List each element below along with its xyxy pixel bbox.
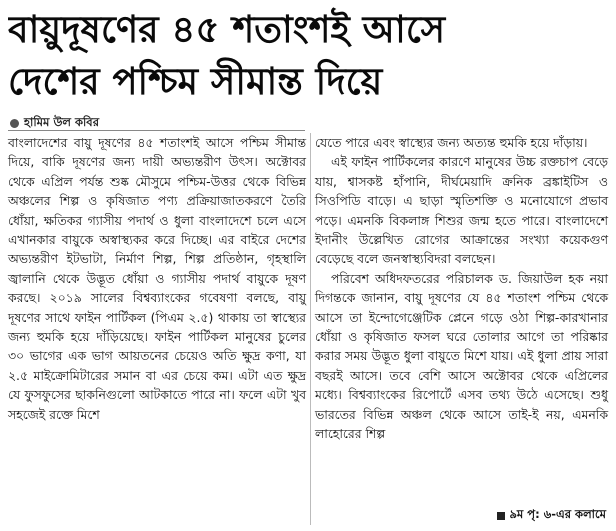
headline-line-2: দেশের পশ্চিম সীমান্ত দিয়ে [8,60,383,103]
headline [8,4,608,108]
article-column-left [8,133,306,424]
headline-line-1: বায়ুদূষণের ৪৫ শতাংশই আসে [8,8,446,51]
column-divider [310,133,311,525]
author-name: হামিম উল কবির [24,115,100,129]
square-bullet-icon [497,512,505,520]
paragraph: এই ফাইন পার্টিকলের কারণে মানুষের উচ্চ রক্তচাপ বেড়ে যায়, শ্বাসকষ্ট হাঁপানি, দীর্ঘমেয়াদি ক্রনিক ব্রঙ্কাইটিস ও সিওপিডি বাড়ে। এ ছাড়া স্মৃতিশক্তি ও মনোযোগে প্রভাব পড়ে। এমনকি বিকলাঙ্গ শিশুর জন্ম হতে পারে। বাংলাদেশে ইদানীং উল্লেখিত রোগের আক্রান্তের সংখ্যা কয়েকগুণ বেড়েছে বলে জনস্বাস্থ্যবিদরা বলছেন। [315,154,608,267]
paragraph: পরিবেশ অধিদফতরের পরিচালক ড. জিয়াউল হক নয়া দিগন্তকে জানান, বায়ু দূষণের যে ৪৫ শতাংশ পশ্চিম থেকে আসে তা ইন্দোগেঞ্জেটিক প্লেনে গড়ে ওঠা শিল্প-কারখানার ধোঁয়া ও কৃষিজাত ফসল ঘরে তোলার আগে তা পরিষ্কার করার সময় উদ্ভূত ধুলা বায়ুতে মিশে যায়। এই ধুলা প্রায় সারা বছরই আসে। তবে বেশি আসে অক্টোবর থেকে এপ্রিলের মধ্যে। বিশ্বব্যাংকের রিপোর্টে এসব তথ্য উঠে এসেছে। শুধু ভারতের বিভিন্ন অঞ্চল থেকে আসে তাই-ই নয়, এমনকি লাহোরের শিল্প [315,270,608,442]
paragraph: যেতে পারে এবং স্বাস্থ্যের জন্য অত্যন্ত হুমকি হয়ে দাঁড়ায়। [315,135,588,150]
paragraph: বাংলাদেশের বায়ু দূষণের ৪৫ শতাংশই আসে পশ্চিম সীমান্ত দিয়ে, বাকি দূষণের জন্য দায়ী অভ্যন্তরীণ উৎস। অক্টোবর থেকে এপ্রিল পর্যন্ত শুষ্ক মৌসুমে পশ্চিম-উত্তর থেকে বিভিন্ন অঞ্চলের শিল্প ও কৃষিজাত পণ্য প্রক্রিয়াজাতকরণে তৈরি ধোঁয়া, ক্ষতিকর গ্যাসীয় পদার্থ ও ধুলা বাংলাদেশে চলে এসে এখানকার বায়ুকে অস্বাস্থ্যকর করে দিচ্ছে। এর বাইরে দেশের অভ্যন্তরীণ ইটভাটা, নির্মাণ শিল্প, শিল্প প্রতিষ্ঠান, গৃহস্থালি জ্বালানি থেকে উদ্ভূত ধোঁয়া ও গ্যাসীয় পদার্থ বায়ুকে দূষণ করছে। ২০১৯ সালের বিশ্বব্যাংকের গবেষণা বলছে, বায়ু দূষণের সাথে ফাইন পার্টিকল (পিএম ২.৫) থাকায় তা স্বাস্থ্যের জন্য হুমকি হয়ে দাঁড়িয়েছে। ফাইন পার্টিকল মানুষের চুলের ৩০ ভাগের এক ভাগ আয়তনের চেয়েও অতি ক্ষুদ্র কণা, যা ২.৫ মাইক্রোমিটারের সমান বা এর চেয়ে কম। এটা এত ক্ষুদ্র যে ফুসফুসের ছাকনিগুলো আটকাতে পারে না। ফলে এটা খুব সহজেই রক্তে মিশে [8,135,306,422]
bullet-icon [10,119,19,128]
continuation-text: ৯ম পৃ: ৬-এর কলামে [509,507,606,521]
byline-rule [8,130,305,131]
continuation-note [497,506,606,525]
article-column-right [315,133,608,444]
